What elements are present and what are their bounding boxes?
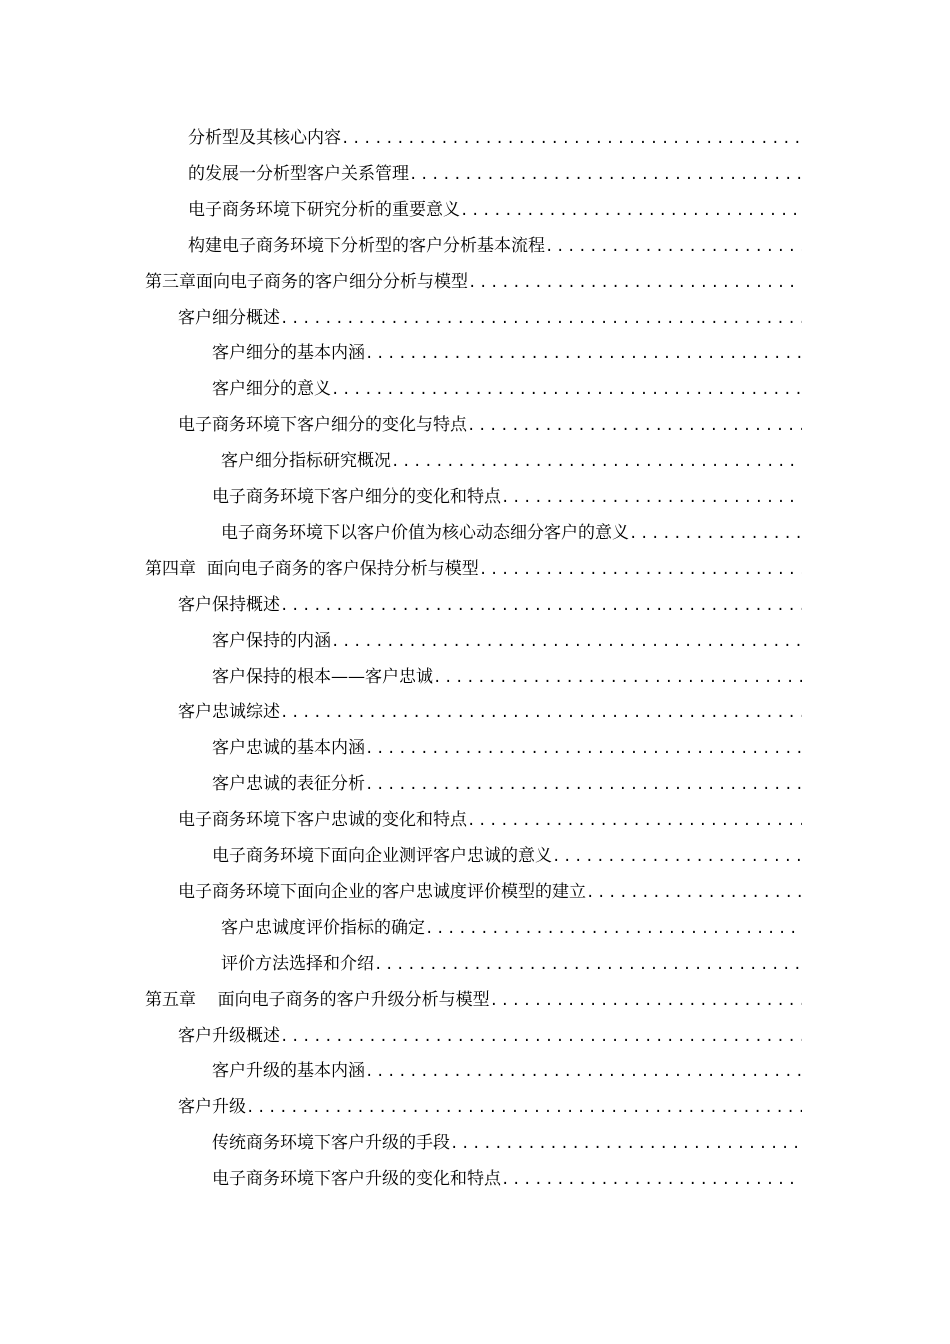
toc-entry <box>212 659 802 695</box>
toc-entry-title: 第四章 面向电子商务的客户保持分析与模型 <box>145 559 479 579</box>
toc-entry <box>188 192 802 228</box>
toc-dot-leader <box>501 1162 802 1197</box>
toc-entry-title: 客户升级概述 <box>178 1026 280 1046</box>
toc-entry <box>212 730 802 766</box>
toc-entry-title: 电子商务环境下面向企业的客户忠诚度评价模型的建立 <box>178 882 586 902</box>
toc-dot-leader <box>280 301 802 336</box>
toc-entry-title: 客户升级 <box>178 1097 246 1117</box>
toc-entry <box>145 264 802 300</box>
toc-entry <box>212 335 802 371</box>
toc-entry-title: 分析型及其核心内容 <box>188 128 341 148</box>
toc-entry-title: 电子商务环境下客户忠诚的变化和特点 <box>178 810 467 830</box>
toc-dot-leader <box>246 1090 802 1125</box>
toc-entry <box>178 587 802 623</box>
toc-entry <box>212 1053 802 1089</box>
toc-entry <box>212 623 802 659</box>
toc-entry <box>178 1089 802 1125</box>
toc-entry <box>145 551 802 587</box>
toc-dot-leader <box>365 336 802 371</box>
toc-entry-title: 电子商务环境下以客户价值为核心动态细分客户的意义 <box>221 523 629 543</box>
toc-entry <box>188 120 802 156</box>
toc-entry <box>212 1125 802 1161</box>
toc-entry-title: 电子商务环境下面向企业测评客户忠诚的意义 <box>212 846 552 866</box>
toc-entry <box>221 910 802 946</box>
toc-entry-title: 客户升级的基本内涵 <box>212 1061 365 1081</box>
toc-dot-leader <box>425 911 802 946</box>
toc-entry-title: 客户忠诚度评价指标的确定 <box>221 918 425 938</box>
toc-entry-title: 传统商务环境下客户升级的手段 <box>212 1133 450 1153</box>
toc-dot-leader <box>365 767 802 802</box>
toc-entry <box>212 838 802 874</box>
toc-entry <box>221 946 802 982</box>
toc-entry <box>178 407 802 443</box>
toc-entry <box>221 443 802 479</box>
toc-entry-title: 客户忠诚综述 <box>178 702 280 722</box>
toc-entry <box>188 228 802 264</box>
toc-entry-title: 客户细分的意义 <box>212 379 331 399</box>
toc-dot-leader <box>409 157 802 192</box>
toc-dot-leader <box>433 660 802 695</box>
toc-entry-title: 客户保持概述 <box>178 595 280 615</box>
toc-entry-title: 电子商务环境下客户升级的变化和特点 <box>212 1169 501 1189</box>
toc-entry <box>221 515 802 551</box>
toc-dot-leader <box>280 588 802 623</box>
toc-dot-leader <box>460 193 802 228</box>
toc-entry <box>178 802 802 838</box>
toc-entry <box>145 982 802 1018</box>
toc-entry-title: 客户细分的基本内涵 <box>212 343 365 363</box>
toc-entry-title: 客户忠诚的表征分析 <box>212 774 365 794</box>
toc-dot-leader <box>365 731 802 766</box>
toc-entry-title: 构建电子商务环境下分析型的客户分析基本流程 <box>188 236 545 256</box>
toc-dot-leader <box>341 121 802 156</box>
toc-entry <box>178 694 802 730</box>
toc-entry-title: 评价方法选择和介绍 <box>221 954 374 974</box>
toc-dot-leader <box>501 480 802 515</box>
toc-entry <box>178 300 802 336</box>
toc-dot-leader <box>586 875 802 910</box>
toc-entry-title: 客户保持的内涵 <box>212 631 331 651</box>
toc-dot-leader <box>490 983 802 1018</box>
toc-dot-leader <box>629 516 802 551</box>
toc-dot-leader <box>545 229 802 264</box>
toc-dot-leader <box>331 624 802 659</box>
toc-entry-title: 第五章 面向电子商务的客户升级分析与模型 <box>145 990 490 1010</box>
toc-entry-title: 客户保持的根本——客户忠诚 <box>212 667 433 687</box>
toc-dot-leader <box>365 1054 802 1089</box>
toc-entry-title: 的发展一分析型客户关系管理 <box>188 164 409 184</box>
toc-dot-leader <box>280 695 802 730</box>
toc-entry <box>212 1161 802 1197</box>
toc-entry-title: 客户忠诚的基本内涵 <box>212 738 365 758</box>
toc-dot-leader <box>280 1019 802 1054</box>
toc-dot-leader <box>552 839 802 874</box>
toc-entry-title: 电子商务环境下研究分析的重要意义 <box>188 200 460 220</box>
toc-dot-leader <box>468 265 802 300</box>
toc-entry <box>188 156 802 192</box>
toc-entry <box>212 371 802 407</box>
toc-entry-title: 客户细分概述 <box>178 308 280 328</box>
toc-entry-title: 电子商务环境下客户细分的变化与特点 <box>178 415 467 435</box>
toc-dot-leader <box>331 372 802 407</box>
toc-entry <box>178 1018 802 1054</box>
toc-dot-leader <box>391 444 802 479</box>
toc-entry <box>212 766 802 802</box>
toc-entry-title: 客户细分指标研究概况 <box>221 451 391 471</box>
toc-dot-leader <box>479 552 802 587</box>
toc-dot-leader <box>450 1126 802 1161</box>
toc-entry <box>212 479 802 515</box>
toc-dot-leader <box>374 947 802 982</box>
toc-entry-title: 第三章面向电子商务的客户细分分析与模型 <box>145 272 468 292</box>
toc-dot-leader <box>467 803 802 838</box>
toc-entry <box>178 874 802 910</box>
toc-dot-leader <box>467 408 802 443</box>
toc-entry-title: 电子商务环境下客户细分的变化和特点 <box>212 487 501 507</box>
